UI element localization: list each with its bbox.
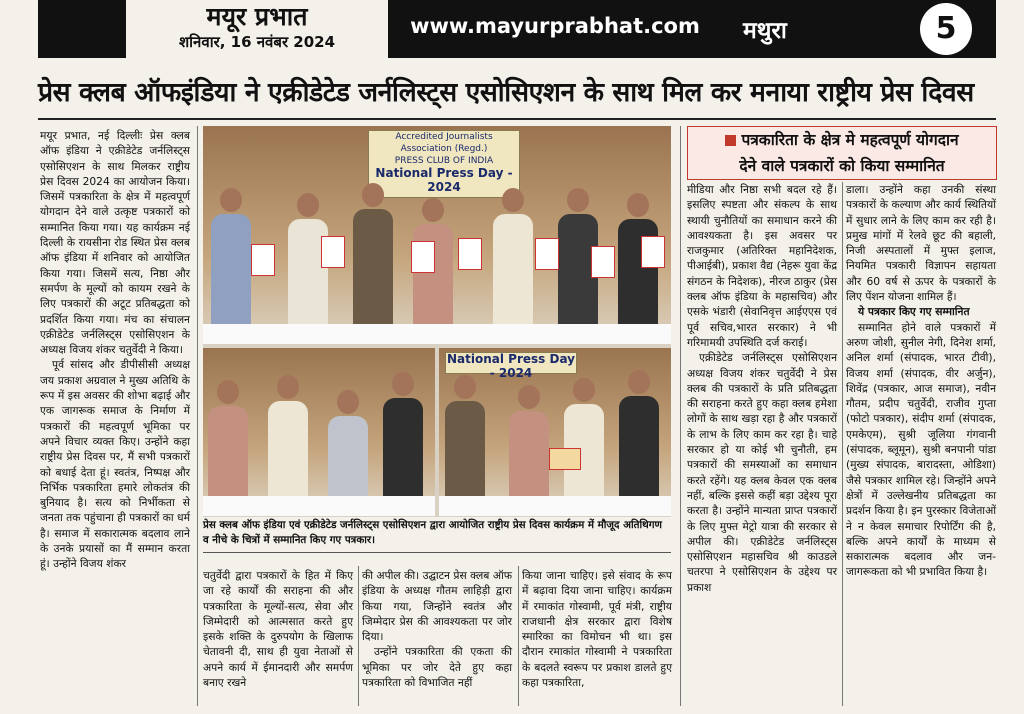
award-certificate [535, 238, 559, 270]
column-divider [518, 566, 519, 706]
headline-rule [38, 118, 996, 120]
article-column-6 [846, 182, 996, 580]
photo-caption: प्रेस क्लब ऑफ इंडिया एवं एक्रीडेटेड जर्नलिस्ट्स एसोसिएशन द्वारा आयोजित राष्ट्रीय प्रेस दिवस कार्यक्रम में मौजूद अतिथिगण व नीचे के चित्रों में सम्मानित किए गए पत्रकार। [203, 519, 662, 546]
stage-table [439, 496, 671, 516]
article-paragraph: चतुर्वेदी द्वारा पत्रकारों के हित में किए जा रहे कार्यों की सराहना की और पत्रकारिता के मूल्यों-सत्य, सेवा और जिम्मेदारी को आत्मसात करते हुए इसके शक्ति के दुरुपयोग के खिलाफ चेतावनी दी, साथ ही युवा नेताओं से अपने कार्य में ईमानदारी और समर्पण बनाए रखने [203, 569, 353, 690]
article-column-1 [40, 128, 190, 572]
article-paragraph: किया जाना चाहिए। इसे संवाद के रूप में बढ़ावा दिया जाना चाहिए। कार्यक्रम में रमाकांत गोस्वामी, पूर्व मंत्री, राष्ट्रीय राजधानी क्षेत्र सरकार द्वारा विशेष स्मारिका का विमोचन भी था। इस दौरान रमाकांत गोस्वामी ने पत्रकारिता के बदलते स्वरूप पर प्रकाश डालते हुए कहा पत्रकारिता, [522, 569, 672, 690]
article-column-5 [687, 182, 837, 595]
photo-person [268, 375, 308, 516]
photo-person [383, 372, 423, 516]
award-certificate [641, 236, 665, 268]
photo-person [493, 188, 533, 344]
banner-line-1: Accredited Journalists Association (Regd.) [395, 132, 493, 154]
article-paragraph: एक्रीडेटेड जर्नलिस्ट्स एसोसिएशन अध्यक्ष विजय शंकर चतुर्वेदी ने प्रेस क्लब की पत्रकारों के प्रति प्रतिबद्धता की सराहना करते हुए कहा क्लब हमेशा लोगों के साथ खड़ा रहा है और पत्रकारों के लाभ के लिए काम कर रहा है। चाहे सरकार हो या कोई भी चुनौती, हम पत्रकारों की समस्याओं का समाधान करते रहेंगे। यह क्लब केवल एक क्लब नहीं, बल्कि इससे कहीं बड़ा उद्देश्य पूरा करता है। उन्होंने मान्यता प्राप्त पत्रकारों के लिए मुफ्त मेट्रो यात्रा की सरकार से अपील की। एक्रीडेटेड जर्नलिस्ट्स एसोसिएशन महासचिव श्री काउडले चतरपा ने एसोसिएशन के उद्देश्य पर प्रकाश [687, 351, 837, 594]
website-url: www.mayurprabhat.com [410, 14, 700, 38]
felicitation-photo-1 [203, 348, 435, 516]
banner-line-3: National Press Day - 2024 [375, 166, 513, 194]
subsection-heading: ये पत्रकार किए गए सम्मानित [858, 305, 970, 319]
main-headline: प्रेस क्लब ऑफइंडिया ने एक्रीडेटेड जर्नलिस्ट्स एसोसिएशन के साथ मिल कर मनाया राष्ट्रीय प्रेस दिवस [38, 77, 974, 108]
award-certificate [251, 244, 275, 276]
edition-city: मथुरा [743, 18, 787, 44]
banner-small-text: National Press Day - 2024 [447, 352, 575, 380]
felicitation-photo-2 [439, 348, 671, 516]
subheadline-line-2: देने वाले पत्रकारों को किया सम्मानित [739, 157, 945, 175]
stage-table [203, 496, 435, 516]
stage-table [203, 324, 671, 344]
column-divider [358, 566, 359, 706]
award-certificate [321, 236, 345, 268]
article-paragraph: उन्होंने पत्रकारिता की एकता की भूमिका पर जोर देते हुए कहा पत्रकारिता को विभाजित नहीं [362, 645, 512, 690]
photo-person [618, 193, 658, 344]
award-certificate [549, 448, 581, 470]
award-certificate [458, 238, 482, 270]
article-paragraph: की अपील की। उद्घाटन प्रेस क्लब ऑफ इंडिया के अध्यक्ष गौतम लाहिड़ी द्वारा किया गया, जिन्होंने स्वतंत्र और जिम्मेदार प्रेस की आवश्यकता पर जोर दिया। [362, 569, 512, 644]
award-certificate [411, 241, 435, 273]
article-paragraph: डाला। उन्होंने कहा उनकी संस्था पत्रकारों के कल्याण और कार्य स्थितियों में सुधार लाने के लिए काम कर रही है। प्रमुख मांगों में रेलवे छूट की बहाली, निजी अस्पतालों में मुफ्त इलाज, नियमित पत्रकारी विज्ञापन सहायता और 60 वर्ष से ऊपर के पत्रकारों के लिए पेंशन योजना शामिल हैं। [846, 183, 996, 304]
photo-person [619, 370, 659, 516]
masthead-title-box [126, 0, 388, 58]
column-divider [842, 182, 843, 706]
article-paragraph: सम्मानित होने वाले पत्रकारों में अरुण जोशी, सुनील नेगी, दिनेश शर्मा, अनिल शर्मा (संपादक, भारत टीवी), विजय शर्मा (संपादक, वीर अर्जुन), शिवेंद्र (पत्रकार, आज समाज), नवीन गौतम, प्रदीप चतुर्वेदी, राजीव गुप्ता (फोटो पत्रकार), संदीप शर्मा (संपादक, एमकेएम), सुश्री जूलिया गंगवानी (संपादक, ब्लूमून), सुश्री बनपानी पांडा (मुख्य संपादक, बारादस्ता, ओडिशा) जैसे पत्रकार शामिल रहे। जिन्होंने अपने क्षेत्रों में उल्लेखनीय प्रतिबद्धता का प्रदर्शन किया है। इन पुरस्कार विजेताओं ने न केवल समाचार रिपोर्टिंग की है, बल्कि अपने कार्यों के माध्यम से सकारात्मक बदलाव और जन-जागरूकता को भी प्रभावित किया है। [846, 320, 996, 579]
masthead [38, 0, 996, 58]
column-divider [680, 126, 681, 706]
event-banner-small [445, 352, 577, 380]
article-paragraph: मीडिया और निष्ठा सभी बदल रहे हैं। इसलिए स्पष्टता और संकल्प के साथ स्थायी चुनौतियों का समाधान करने की आवश्यकता है। इस अवसर पर राजकुमार (अतिरिक्त महानिदेशक, पीआईबी), प्रकाश वैद्य (नेहरू युवा केंद्र संगठन के निदेशक), नीरज ठाकुर (प्रेस क्लब ऑफ इंडिया के महासचिव) और एसके भंडारी (सेवानिवृत्त आईएएस एवं पूर्व सचिव,भारत सरकार) ने भी गरिमामयी उपस्थिति दर्ज कराई। [687, 183, 837, 349]
group-photo [203, 126, 671, 344]
newspaper-name: मयूर प्रभात [206, 2, 308, 31]
article-column-3 [362, 568, 512, 690]
award-certificate [591, 246, 615, 278]
page-number: 5 [920, 3, 972, 55]
caption-rule [203, 552, 671, 553]
photo-person [211, 188, 251, 344]
red-square-icon [725, 135, 736, 146]
photo-collage [203, 126, 671, 517]
subheadline-text-1: पत्रकारिता के क्षेत्र मे महत्वपूर्ण योगदान [741, 131, 959, 149]
article-column-4 [522, 568, 672, 690]
subheadline-line-1 [688, 127, 996, 153]
photo-person [288, 193, 328, 344]
article-paragraph: मयूर प्रभात, नई दिल्लीः प्रेस क्लब ऑफ इंडिया ने एक्रीडेटेड जर्नलिस्ट्स एसोसिएशन के साथ मिलकर राष्ट्रीय प्रेस दिवस 2024 का आयोजन किया। जिसमें पत्रकारिता के क्षेत्र में महत्वपूर्ण योगदान देने वाले उत्कृष्ट पत्रकारों को सम्मानित किया गया। यह कार्यक्रम नई दिल्ली के रायसीना रोड स्थित प्रेस क्लब ऑफ इंडिया में शनिवार को आयोजित किया गया। जिसमें सत्य, निष्ठा और समर्पण के मूल्यों को कायम रखने के लिए पत्रकारों की अटूट प्रतिबद्धता को प्रदर्शित किया गया। मंच का संचालन एक्रीडेटेड जर्नलिस्ट्स एसोसिएशन के अध्यक्ष विजय शंकर चतुर्वेदी ने किया। [40, 129, 190, 357]
photo-person [445, 375, 485, 516]
photo-person [353, 183, 393, 344]
subheadline-box [687, 126, 997, 180]
column-divider [197, 126, 198, 706]
banner-line-2: PRESS CLUB OF INDIA [394, 156, 494, 166]
article-column-2 [203, 568, 353, 690]
article-paragraph: पूर्व सांसद और डीपीसीसी अध्यक्ष जय प्रकाश अग्रवाल ने मुख्य अतिथि के रूप में इस अवसर की शोभा बढ़ाई और एक जागरूक समाज के निर्माण में पत्रकारों की महत्वपूर्ण भूमिका पर अपने विचार व्यक्त किए। उन्होंने कहा राष्ट्रीय प्रेस दिवस पर, मैं सभी पत्रकारों को बधाई देता हूं। स्वतंत्र, निष्पक्ष और निर्भिक पत्रकारिता हमारे लोकतंत्र की बुनियाद है। सत्य को निर्भीकता से जनता तक पहुंचाना ही पत्रकारों का धर्म है। समाज में सकारात्मक बदलाव लाने के उनके प्रयासों का मैं सम्मान करता हूं। उन्होंने विजय शंकर [40, 358, 190, 571]
issue-date: शनिवार, 16 नवंबर 2024 [178, 33, 336, 51]
